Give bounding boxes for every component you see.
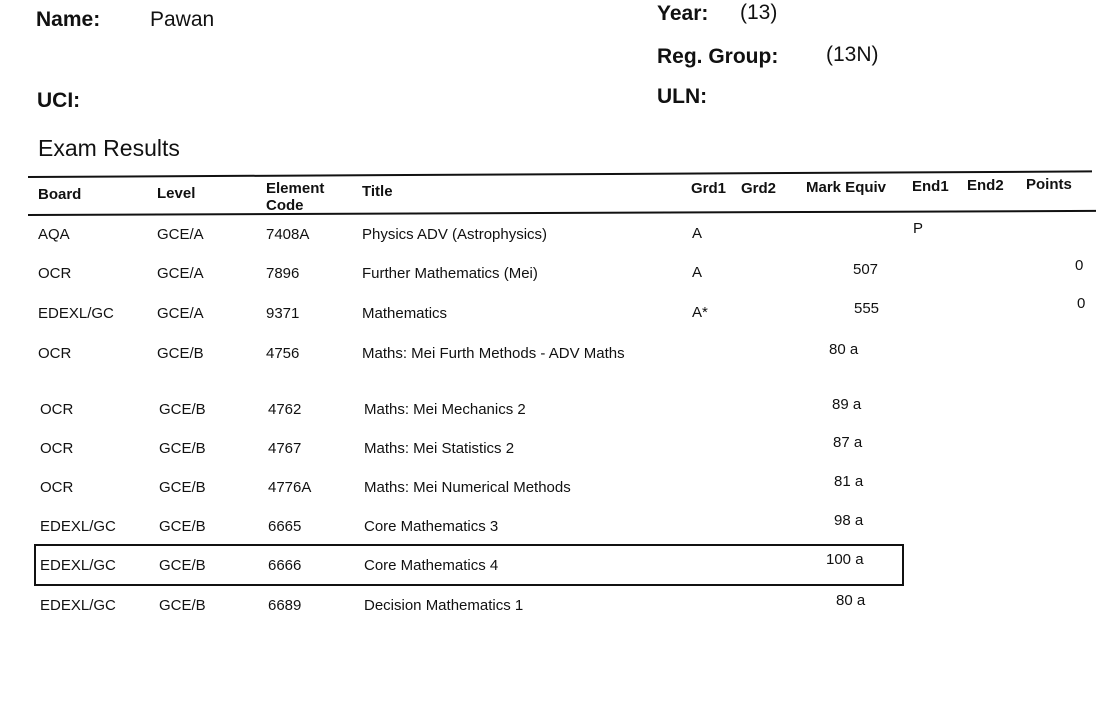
cell-board: EDEXL/GC	[40, 557, 116, 574]
cell-level: GCE/B	[159, 597, 206, 614]
cell-mark-equiv: 100 a	[826, 551, 864, 568]
cell-title: Maths: Mei Numerical Methods	[364, 479, 571, 496]
cell-level: GCE/A	[157, 305, 204, 322]
cell-mark-equiv: 81 a	[834, 473, 864, 490]
cell-board: AQA	[38, 226, 70, 243]
cell-end1: P	[913, 220, 924, 237]
cell-mark-equiv: 507	[853, 261, 879, 278]
cell-element-code: 6666	[268, 557, 302, 574]
cell-level: GCE/B	[159, 479, 206, 496]
cell-element-code: 4767	[268, 440, 302, 457]
cell-board: OCR	[38, 345, 72, 362]
cell-grd1: A	[692, 264, 703, 281]
cell-level: GCE/B	[159, 440, 206, 457]
col-header-element-code-line1: Element	[266, 180, 325, 197]
cell-grd1: A*	[692, 304, 708, 321]
cell-level: GCE/B	[159, 401, 206, 418]
col-header-mark-equiv: Mark Equiv	[806, 179, 887, 196]
cell-board: OCR	[38, 265, 72, 282]
cell-element-code: 6689	[268, 597, 302, 614]
cell-mark-equiv: 87 a	[833, 434, 863, 451]
cell-points: 0	[1077, 295, 1086, 312]
col-header-grd2: Grd2	[741, 180, 777, 197]
col-header-end2: End2	[967, 177, 1004, 194]
highlighted-row-box	[34, 544, 904, 586]
name-label: Name:	[36, 8, 101, 31]
cell-title: Core Mathematics 3	[364, 518, 499, 535]
cell-points: 0	[1075, 257, 1084, 274]
cell-mark-equiv: 89 a	[832, 396, 862, 413]
col-header-element-code-line2: Code	[266, 197, 304, 214]
cell-title: Core Mathematics 4	[364, 557, 499, 574]
col-header-level: Level	[157, 185, 196, 202]
cell-title: Maths: Mei Furth Methods - ADV Maths	[362, 345, 625, 362]
cell-board: EDEXL/GC	[40, 597, 116, 614]
col-header-title: Title	[362, 183, 393, 200]
reg-group-label: Reg. Group:	[657, 45, 779, 68]
cell-mark-equiv: 80 a	[829, 341, 859, 358]
cell-element-code: 6665	[268, 518, 302, 535]
cell-title: Mathematics	[362, 305, 448, 322]
cell-level: GCE/A	[157, 226, 204, 243]
cell-level: GCE/B	[157, 345, 204, 362]
year-value: (13)	[740, 1, 778, 24]
cell-board: OCR	[40, 479, 74, 496]
cell-level: GCE/B	[159, 557, 206, 574]
section-title: Exam Results	[38, 135, 180, 161]
col-header-board: Board	[38, 186, 82, 203]
col-header-points: Points	[1026, 176, 1072, 193]
cell-element-code: 4762	[268, 401, 302, 418]
year-label: Year:	[657, 2, 709, 25]
cell-mark-equiv: 80 a	[836, 592, 866, 609]
cell-title: Physics ADV (Astrophysics)	[362, 226, 548, 243]
cell-element-code: 7896	[266, 265, 300, 282]
cell-element-code: 4776A	[268, 479, 312, 496]
cell-level: GCE/B	[159, 518, 206, 535]
cell-title: Further Mathematics (Mei)	[362, 265, 538, 282]
cell-level: GCE/A	[157, 265, 204, 282]
cell-board: OCR	[40, 401, 74, 418]
name-value: Pawan	[150, 8, 215, 31]
cell-title: Maths: Mei Statistics 2	[364, 440, 515, 457]
cell-element-code: 7408A	[266, 226, 310, 243]
cell-title: Decision Mathematics 1	[364, 597, 524, 614]
cell-board: EDEXL/GC	[38, 305, 114, 322]
cell-mark-equiv: 555	[854, 300, 880, 317]
cell-element-code: 4756	[266, 345, 300, 362]
cell-grd1: A	[692, 225, 703, 242]
reg-group-value: (13N)	[826, 43, 879, 66]
col-header-grd1: Grd1	[691, 180, 727, 197]
cell-mark-equiv: 98 a	[834, 512, 864, 529]
cell-board: OCR	[40, 440, 74, 457]
uln-label: ULN:	[657, 85, 708, 108]
cell-element-code: 9371	[266, 305, 300, 322]
uci-label: UCI:	[37, 89, 81, 112]
col-header-end1: End1	[912, 178, 949, 195]
cell-title: Maths: Mei Mechanics 2	[364, 401, 526, 418]
cell-board: EDEXL/GC	[40, 518, 116, 535]
